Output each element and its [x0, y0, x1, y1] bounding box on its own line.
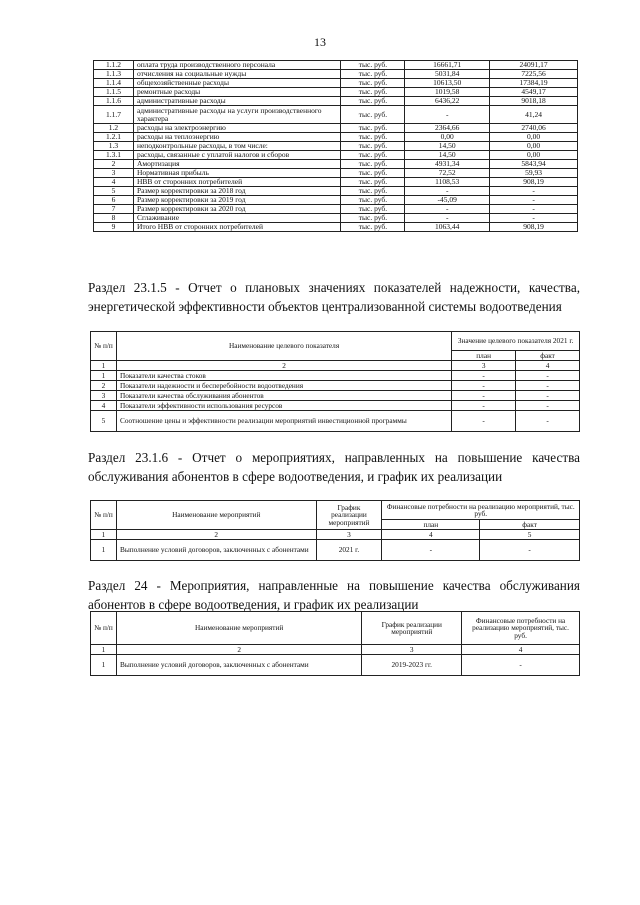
- row-unit: тыс. руб.: [341, 97, 405, 106]
- row-unit: тыс. руб.: [341, 205, 405, 214]
- index-cell: 3: [452, 361, 516, 371]
- index-cell: 5: [480, 530, 580, 540]
- row-name: Итого НВВ от сторонних потребителей: [133, 223, 341, 232]
- row-name: расходы на теплоэнергию: [133, 133, 341, 142]
- row-name: Выполнение условий договоров, заключенных с абонентами: [116, 655, 361, 676]
- row-num: 1: [91, 655, 117, 676]
- row-fact: 0,00: [490, 142, 578, 151]
- row-plan: -: [405, 214, 490, 223]
- section-23-1-6-heading: Раздел 23.1.6 - Отчет о мероприятиях, направленных на повышение качества обслуживания абонентов в сфере водоотведения, и график их реализации: [88, 450, 580, 484]
- row-fact: 5843,94: [490, 160, 578, 169]
- row-name: неподконтрольные расходы, в том числе:: [133, 142, 341, 151]
- table-row: [91, 411, 580, 432]
- table-row: [94, 88, 578, 97]
- row-plan: -: [405, 205, 490, 214]
- page-number: 13: [314, 35, 326, 49]
- row-plan: -: [452, 411, 516, 432]
- row-fact: -: [516, 391, 580, 401]
- row-name: расходы, связанные с уплатой налогов и сборов: [133, 151, 341, 160]
- row-plan: 10613,50: [405, 79, 490, 88]
- row-fact: -: [516, 371, 580, 381]
- table-row: [94, 178, 578, 187]
- index-cell: 2: [116, 530, 316, 540]
- row-fact: -: [516, 381, 580, 391]
- row-name: Показатели надежности и бесперебойности водоотведения: [116, 381, 451, 391]
- row-plan: -45,09: [405, 196, 490, 205]
- row-plan: -: [452, 371, 516, 381]
- row-unit: тыс. руб.: [341, 187, 405, 196]
- row-name: Показатели качества стоков: [116, 371, 451, 381]
- row-plan: 1063,44: [405, 223, 490, 232]
- row-name: Размер корректировки за 2018 год: [133, 187, 341, 196]
- section-24-heading: Раздел 24 - Мероприятия, направленные на повышение качества обслуживания абонентов в сфере водоотведения, и график их реализации: [88, 578, 580, 612]
- row-fact: 7225,56: [490, 70, 578, 79]
- row-plan: -: [405, 106, 490, 124]
- table-row: [94, 151, 578, 160]
- col-finance-header: Финансовые потребности на реализацию мероприятий, тыс. руб.: [462, 612, 580, 645]
- table-row: [94, 133, 578, 142]
- row-fact: 0,00: [490, 151, 578, 160]
- row-name: Размер корректировки за 2020 год: [133, 205, 341, 214]
- row-fact: 908,19: [490, 223, 578, 232]
- row-unit: тыс. руб.: [341, 133, 405, 142]
- col-plan-header: план: [452, 351, 516, 361]
- index-cell: 3: [362, 645, 462, 655]
- row-plan: -: [405, 187, 490, 196]
- row-unit: тыс. руб.: [341, 151, 405, 160]
- row-name: Амортизация: [133, 160, 341, 169]
- row-num: 5: [91, 411, 117, 432]
- row-name: оплата труда производственного персонала: [133, 61, 341, 70]
- row-name: Нормативная прибыль: [133, 169, 341, 178]
- row-unit: тыс. руб.: [341, 223, 405, 232]
- row-num: 4: [94, 178, 134, 187]
- table-row: [91, 381, 580, 391]
- row-fact: -: [516, 401, 580, 411]
- row-plan: 72,52: [405, 169, 490, 178]
- row-num: 1.1.5: [94, 88, 134, 97]
- col-fact-header: факт: [480, 520, 580, 530]
- index-cell: 3: [316, 530, 382, 540]
- index-cell: 1: [91, 530, 117, 540]
- table-row: [91, 371, 580, 381]
- row-num: 1: [91, 540, 117, 561]
- table-row: [94, 223, 578, 232]
- row-num: 9: [94, 223, 134, 232]
- row-unit: тыс. руб.: [341, 214, 405, 223]
- col-name-header: Наименование целевого показателя: [116, 332, 451, 361]
- table-row: [94, 70, 578, 79]
- row-plan: -: [382, 540, 480, 561]
- row-name: Показатели качества обслуживания абонентов: [116, 391, 451, 401]
- table-row: [94, 169, 578, 178]
- row-fact: 17384,19: [490, 79, 578, 88]
- row-num: 4: [91, 401, 117, 411]
- row-fact: -: [490, 214, 578, 223]
- index-cell: 2: [116, 361, 451, 371]
- row-num: 8: [94, 214, 134, 223]
- table-row: [94, 214, 578, 223]
- table-row: [94, 79, 578, 88]
- row-plan: -: [452, 391, 516, 401]
- row-unit: тыс. руб.: [341, 169, 405, 178]
- col-schedule-header: График реализации мероприятий: [362, 612, 462, 645]
- row-plan: 5031,84: [405, 70, 490, 79]
- row-fact: 0,00: [490, 133, 578, 142]
- row-num: 1.1.7: [94, 106, 134, 124]
- col-plan-header: план: [382, 520, 480, 530]
- col-value-header: Значение целевого показателя 2021 г.: [452, 332, 580, 351]
- row-plan: 16661,71: [405, 61, 490, 70]
- row-plan: 4931,34: [405, 160, 490, 169]
- row-num: 1.3.1: [94, 151, 134, 160]
- row-schedule: 2019-2023 гг.: [362, 655, 462, 676]
- row-num: 5: [94, 187, 134, 196]
- row-unit: тыс. руб.: [341, 88, 405, 97]
- row-num: 2: [94, 160, 134, 169]
- index-cell: 4: [382, 530, 480, 540]
- row-num: 3: [94, 169, 134, 178]
- row-fact: -: [490, 187, 578, 196]
- row-plan: -: [452, 381, 516, 391]
- row-finance: -: [462, 655, 580, 676]
- index-cell: 1: [91, 645, 117, 655]
- row-fact: 2740,06: [490, 124, 578, 133]
- row-name: Показатели эффективности использования ресурсов: [116, 401, 451, 411]
- index-cell: 4: [462, 645, 580, 655]
- row-unit: тыс. руб.: [341, 160, 405, 169]
- row-plan: 6436,22: [405, 97, 490, 106]
- row-unit: тыс. руб.: [341, 196, 405, 205]
- row-num: 1.1.2: [94, 61, 134, 70]
- row-name: ремонтные расходы: [133, 88, 341, 97]
- row-num: 1.1.3: [94, 70, 134, 79]
- row-plan: -: [452, 401, 516, 411]
- row-plan: 1019,58: [405, 88, 490, 97]
- table-row: [94, 124, 578, 133]
- col-num-header: № п/п: [91, 612, 117, 645]
- row-plan: 0,00: [405, 133, 490, 142]
- row-name: отчисления на социальные нужды: [133, 70, 341, 79]
- col-num-header: № п/п: [91, 501, 117, 530]
- row-plan: 1108,53: [405, 178, 490, 187]
- row-plan: 2364,66: [405, 124, 490, 133]
- col-fact-header: факт: [516, 351, 580, 361]
- row-fact: 24091,17: [490, 61, 578, 70]
- row-plan: 14,50: [405, 142, 490, 151]
- cost-table: [93, 60, 578, 232]
- row-fact: -: [490, 196, 578, 205]
- table-row: [94, 205, 578, 214]
- table-row: [94, 106, 578, 124]
- col-num-header: № п/п: [91, 332, 117, 361]
- col-finance-header: Финансовые потребности на реализацию мероприятий, тыс. руб.: [382, 501, 580, 520]
- row-num: 1.2.1: [94, 133, 134, 142]
- measures-plan-table: [90, 611, 580, 676]
- row-fact: 9018,18: [490, 97, 578, 106]
- row-fact: 4549,17: [490, 88, 578, 97]
- row-name: административные расходы: [133, 97, 341, 106]
- measures-report-table: [90, 500, 580, 561]
- row-num: 1: [91, 371, 117, 381]
- row-unit: тыс. руб.: [341, 124, 405, 133]
- table-row: [94, 160, 578, 169]
- row-fact: 41,24: [490, 106, 578, 124]
- row-num: 1.2: [94, 124, 134, 133]
- table-row: [91, 391, 580, 401]
- table-row: [94, 196, 578, 205]
- table-row: [94, 187, 578, 196]
- row-name: расходы на электроэнергию: [133, 124, 341, 133]
- row-name: Сглаживание: [133, 214, 341, 223]
- row-schedule: 2021 г.: [316, 540, 382, 561]
- row-name: Выполнение условий договоров, заключенных с абонентами: [116, 540, 316, 561]
- target-indicators-table: [90, 331, 580, 432]
- row-fact: -: [490, 205, 578, 214]
- row-name: административные расходы на услуги производственного характера: [133, 106, 341, 124]
- row-plan: 14,50: [405, 151, 490, 160]
- row-unit: тыс. руб.: [341, 178, 405, 187]
- row-fact: -: [516, 411, 580, 432]
- row-fact: -: [480, 540, 580, 561]
- row-fact: 59,93: [490, 169, 578, 178]
- col-name-header: Наименование мероприятий: [116, 612, 361, 645]
- row-unit: тыс. руб.: [341, 142, 405, 151]
- row-num: 3: [91, 391, 117, 401]
- row-unit: тыс. руб.: [341, 70, 405, 79]
- table-row: [94, 142, 578, 151]
- row-num: 7: [94, 205, 134, 214]
- row-num: 6: [94, 196, 134, 205]
- section-23-1-5-heading: Раздел 23.1.5 - Отчет о плановых значениях показателей надежности, качества, энергетической эффективности объектов централизованной системы водоотведения: [88, 280, 580, 314]
- row-name: НВВ от сторонних потребителей: [133, 178, 341, 187]
- row-num: 1.1.6: [94, 97, 134, 106]
- row-name: Размер корректировки за 2019 год: [133, 196, 341, 205]
- row-unit: тыс. руб.: [341, 79, 405, 88]
- row-name: общехозяйственные расходы: [133, 79, 341, 88]
- index-cell: 1: [91, 361, 117, 371]
- row-num: 2: [91, 381, 117, 391]
- row-unit: тыс. руб.: [341, 61, 405, 70]
- row-name: Соотношение цены и эффективности реализации мероприятий инвестиционной программы: [116, 411, 451, 432]
- index-cell: 2: [116, 645, 361, 655]
- table-row: [94, 61, 578, 70]
- row-num: 1.1.4: [94, 79, 134, 88]
- col-schedule-header: График реализации мероприятий: [316, 501, 382, 530]
- index-cell: 4: [516, 361, 580, 371]
- table-row: [94, 97, 578, 106]
- row-unit: тыс. руб.: [341, 106, 405, 124]
- table-row: [91, 401, 580, 411]
- row-fact: 908,19: [490, 178, 578, 187]
- col-name-header: Наименование мероприятий: [116, 501, 316, 530]
- row-num: 1.3: [94, 142, 134, 151]
